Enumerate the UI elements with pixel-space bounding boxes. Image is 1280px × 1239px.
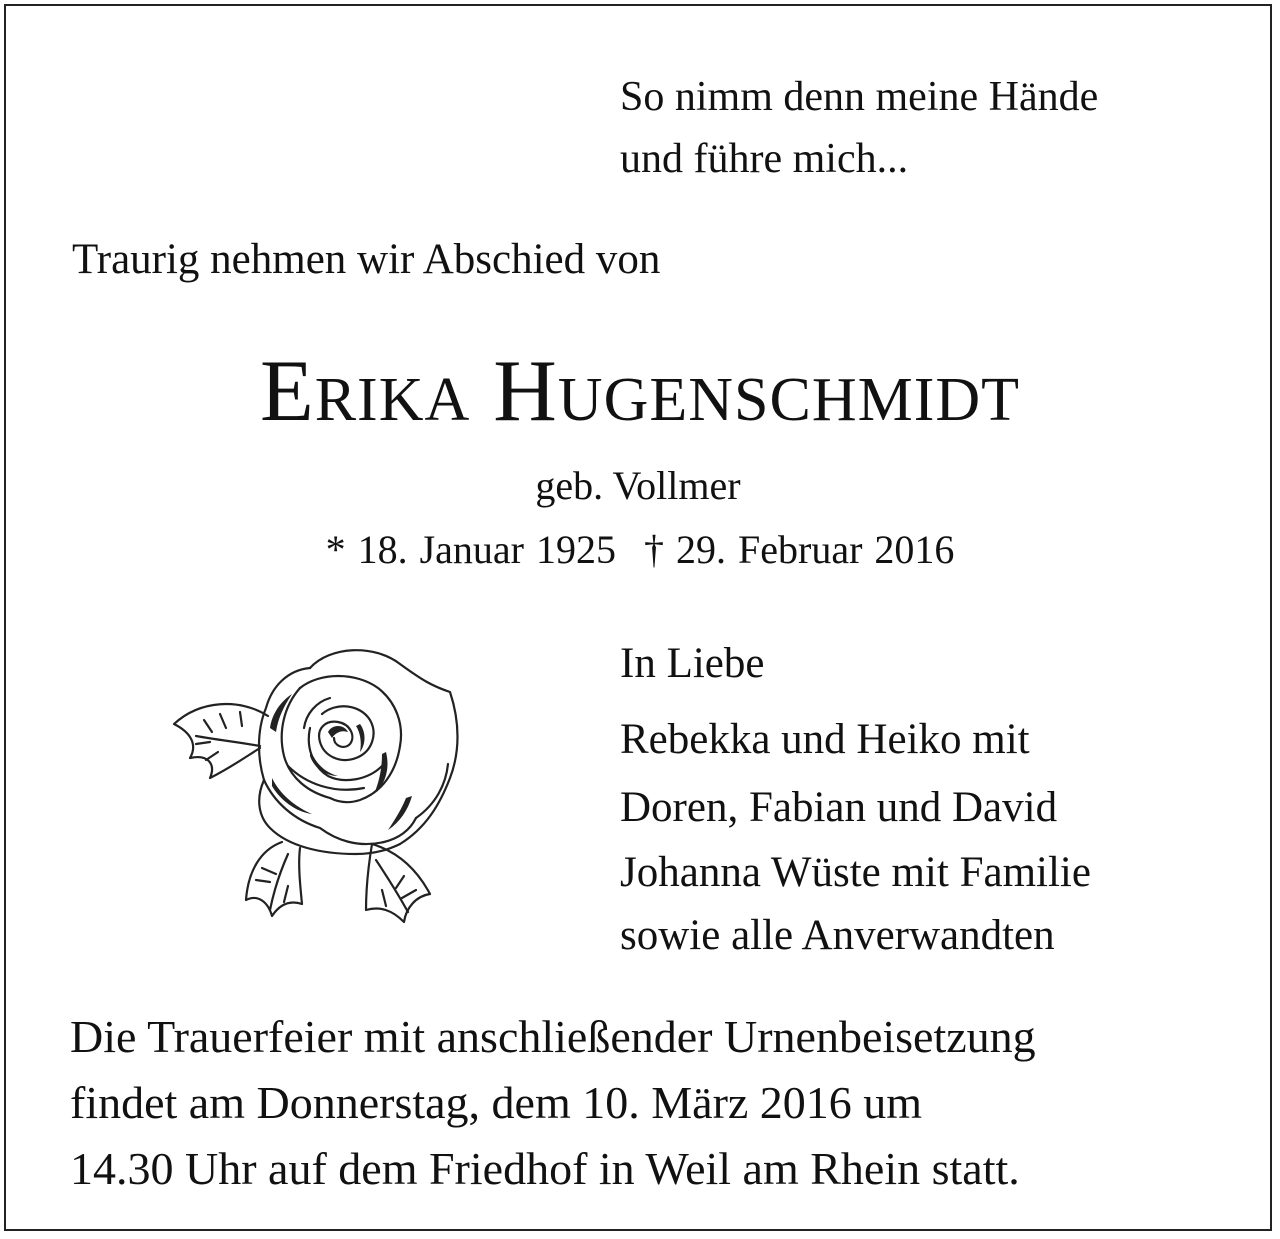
mourners-heading: In Liebe — [620, 640, 765, 687]
mourner-line: Doren, Fabian und David — [620, 784, 1058, 831]
service-info-line: Die Trauerfeier mit anschließender Urnenbeisetzung — [70, 1011, 1036, 1062]
mourner-line: Johanna Wüste mit Familie — [620, 849, 1091, 896]
life-dates — [0, 527, 1280, 572]
verse-line-1: So nimm denn meine Hände — [620, 74, 1099, 120]
service-info-line: findet am Donnerstag, dem 10. März 2016 um — [70, 1077, 923, 1128]
service-info-line: 14.30 Uhr auf dem Friedhof in Weil am Rhein statt. — [70, 1143, 1020, 1194]
death-date: † 29. Februar 2016 — [644, 527, 955, 572]
mourner-line: sowie alle Anverwandten — [620, 912, 1055, 959]
birth-date: * 18. Januar 1925 — [325, 527, 616, 572]
birth-name: geb. Vollmer — [535, 463, 741, 508]
rose-icon — [160, 628, 490, 928]
deceased-name: Erika Hugenschmidt — [259, 343, 1021, 440]
mourner-line: Rebekka und Heiko mit — [620, 716, 1030, 763]
verse-line-2: und führe mich... — [620, 136, 909, 182]
intro-text: Traurig nehmen wir Abschied von — [72, 236, 661, 283]
